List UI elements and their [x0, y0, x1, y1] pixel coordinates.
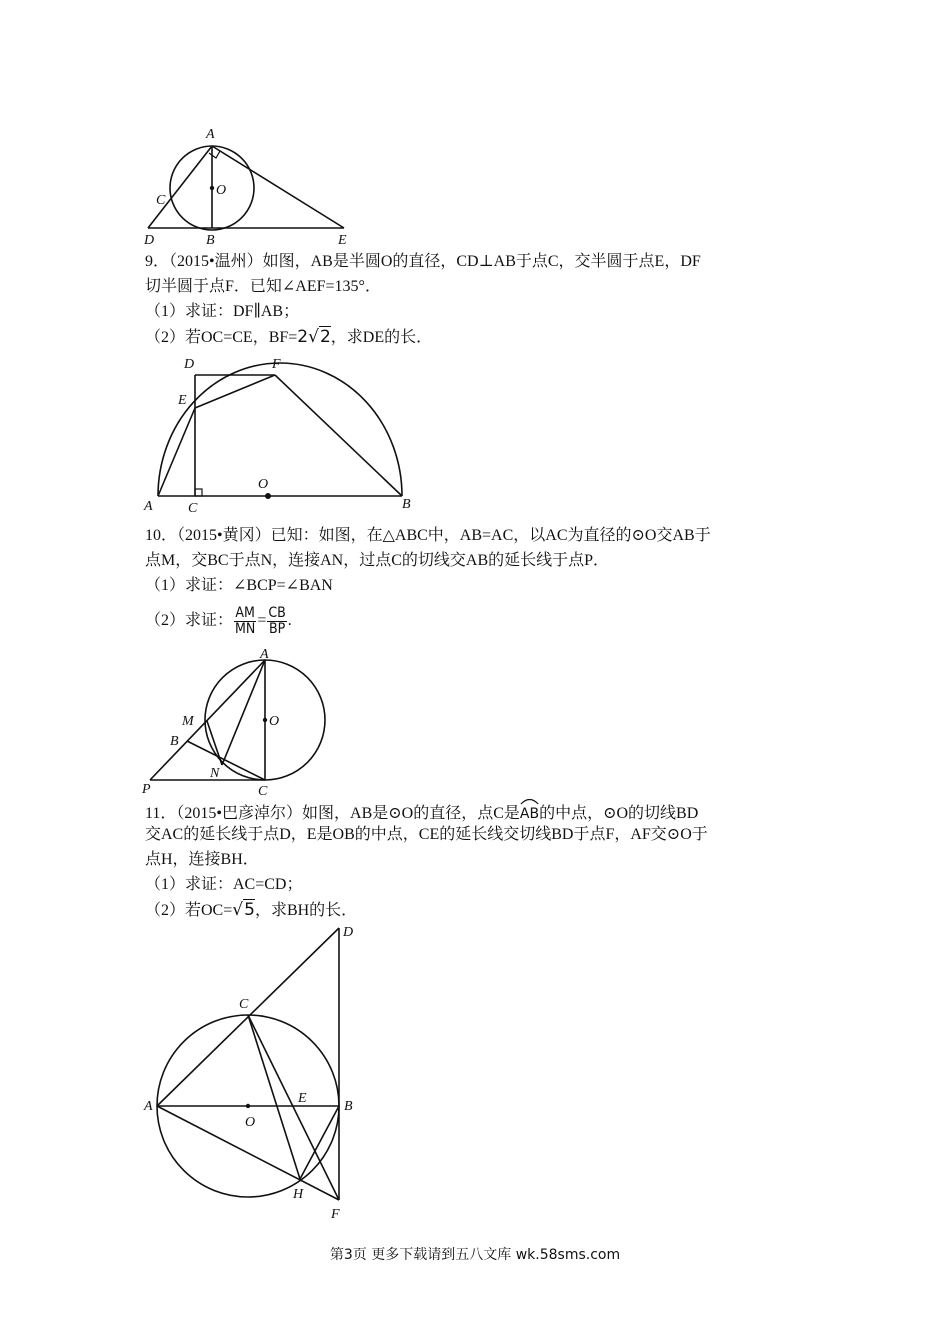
q11-part2-post: ，求BH的长．	[254, 902, 358, 919]
label-n: N	[210, 766, 220, 781]
q11-part1: （1）求证：AC=CD；	[145, 876, 303, 893]
q11-line1	[145, 800, 698, 824]
label-a: A	[206, 127, 215, 142]
q10-part1: （1）求证：∠BCP=∠BAN	[145, 577, 333, 594]
q9-line2: 切半圆于点F．已知∠AEF=135°．	[145, 278, 381, 295]
center-dot	[263, 718, 267, 722]
fraction-cb-bp	[267, 606, 286, 637]
line-ch	[248, 1015, 300, 1179]
label-c: C	[156, 193, 166, 208]
q11-line1-post: 的中点，⊙O的切线BD	[539, 805, 699, 822]
sqrt-expression: √5	[232, 900, 255, 920]
label-o: O	[216, 183, 227, 198]
q9-line1: 9．（2015•温州）如图，AB是半圆O的直径，CD⊥AB于点C，交半圆于点E，DF	[145, 253, 701, 270]
q9-part1: （1）求证：DF∥AB；	[145, 303, 300, 320]
coef: 2	[297, 327, 309, 347]
radicand: 2	[319, 327, 331, 347]
q10-part2-post: .	[287, 612, 292, 629]
label-h: H	[293, 1187, 304, 1202]
label-c: C	[258, 784, 268, 795]
label-e: E	[298, 1091, 307, 1106]
q9-part2	[145, 327, 432, 348]
figure-q10	[140, 645, 340, 795]
center-dot	[246, 1104, 250, 1108]
label-c: C	[188, 501, 198, 516]
label-p: P	[142, 782, 151, 795]
frac1-den: MN	[235, 620, 256, 637]
sqrt-expression: 2√2	[297, 327, 331, 347]
label-b: B	[402, 497, 411, 512]
label-d: D	[144, 233, 155, 248]
label-a: A	[144, 1099, 153, 1114]
frac2-num: CB	[268, 604, 286, 621]
arc-mark	[520, 797, 539, 805]
label-c: C	[239, 997, 249, 1012]
label-a: A	[260, 647, 269, 662]
label-e: E	[338, 233, 347, 248]
radicand: 5	[244, 900, 255, 920]
q9-part2-post: ，求DE的长．	[330, 329, 433, 346]
figure-q11	[140, 918, 370, 1223]
line-an	[222, 660, 265, 765]
q11-part2-pre: （2）若OC=	[145, 902, 233, 919]
line-pa	[150, 660, 265, 780]
right-angle-mark	[195, 489, 202, 496]
q11-line3: 点H，连接BH．	[145, 851, 259, 868]
page-footer: 第3页 更多下载请到五八文库 wk.58sms.com	[329, 1247, 621, 1263]
equals-sign: =	[257, 612, 267, 629]
line-hb	[300, 1106, 339, 1179]
figure-q8	[140, 120, 360, 250]
label-m: M	[182, 714, 194, 729]
q10-line1: 10．（2015•黄冈）已知：如图，在△ABC中，AB=AC，以AC为直径的⊙O交AB于	[145, 527, 711, 544]
label-d: D	[184, 357, 195, 372]
q10-line2: 点M，交BC于点N，连接AN，过点C的切线交AB的延长线于点P．	[145, 552, 610, 569]
label-o: O	[245, 1115, 256, 1130]
label-b: B	[206, 233, 215, 248]
center-dot	[210, 186, 214, 190]
label-e: E	[178, 393, 187, 408]
right-angle-mark	[209, 151, 220, 158]
line-ae	[158, 408, 195, 496]
q11-line1-pre: 11．（2015•巴彦淖尔）如图，AB是⊙O的直径，点C是	[145, 805, 520, 822]
q11-line2: 交AC的延长线于点D，E是OB的中点，CE的延长线交切线BD于点F，AF交⊙O于	[145, 826, 708, 843]
label-o: O	[269, 714, 280, 729]
q9-part2-pre: （2）若OC=CE，BF=	[145, 329, 298, 346]
label-o: O	[258, 477, 269, 492]
arc-label: AB	[519, 806, 540, 822]
label-f: F	[272, 357, 281, 372]
label-a: A	[144, 499, 153, 514]
center-dot	[265, 493, 271, 499]
q10-part2-pre: （2）求证：	[145, 612, 234, 629]
line-fb	[275, 375, 402, 496]
line-ef	[195, 375, 275, 408]
arc-ab	[520, 800, 539, 824]
fraction-am-mn	[234, 606, 256, 637]
label-d: D	[343, 925, 354, 940]
line-cf	[248, 1015, 339, 1200]
q10-part2	[145, 604, 292, 638]
line-bc	[187, 741, 265, 780]
label-b: B	[344, 1099, 353, 1114]
frac1-num: AM	[235, 604, 255, 621]
label-b: B	[170, 734, 179, 749]
line-ae	[212, 146, 344, 228]
label-f: F	[331, 1207, 340, 1222]
frac2-den: BP	[268, 620, 286, 637]
figure-q9	[140, 350, 430, 520]
